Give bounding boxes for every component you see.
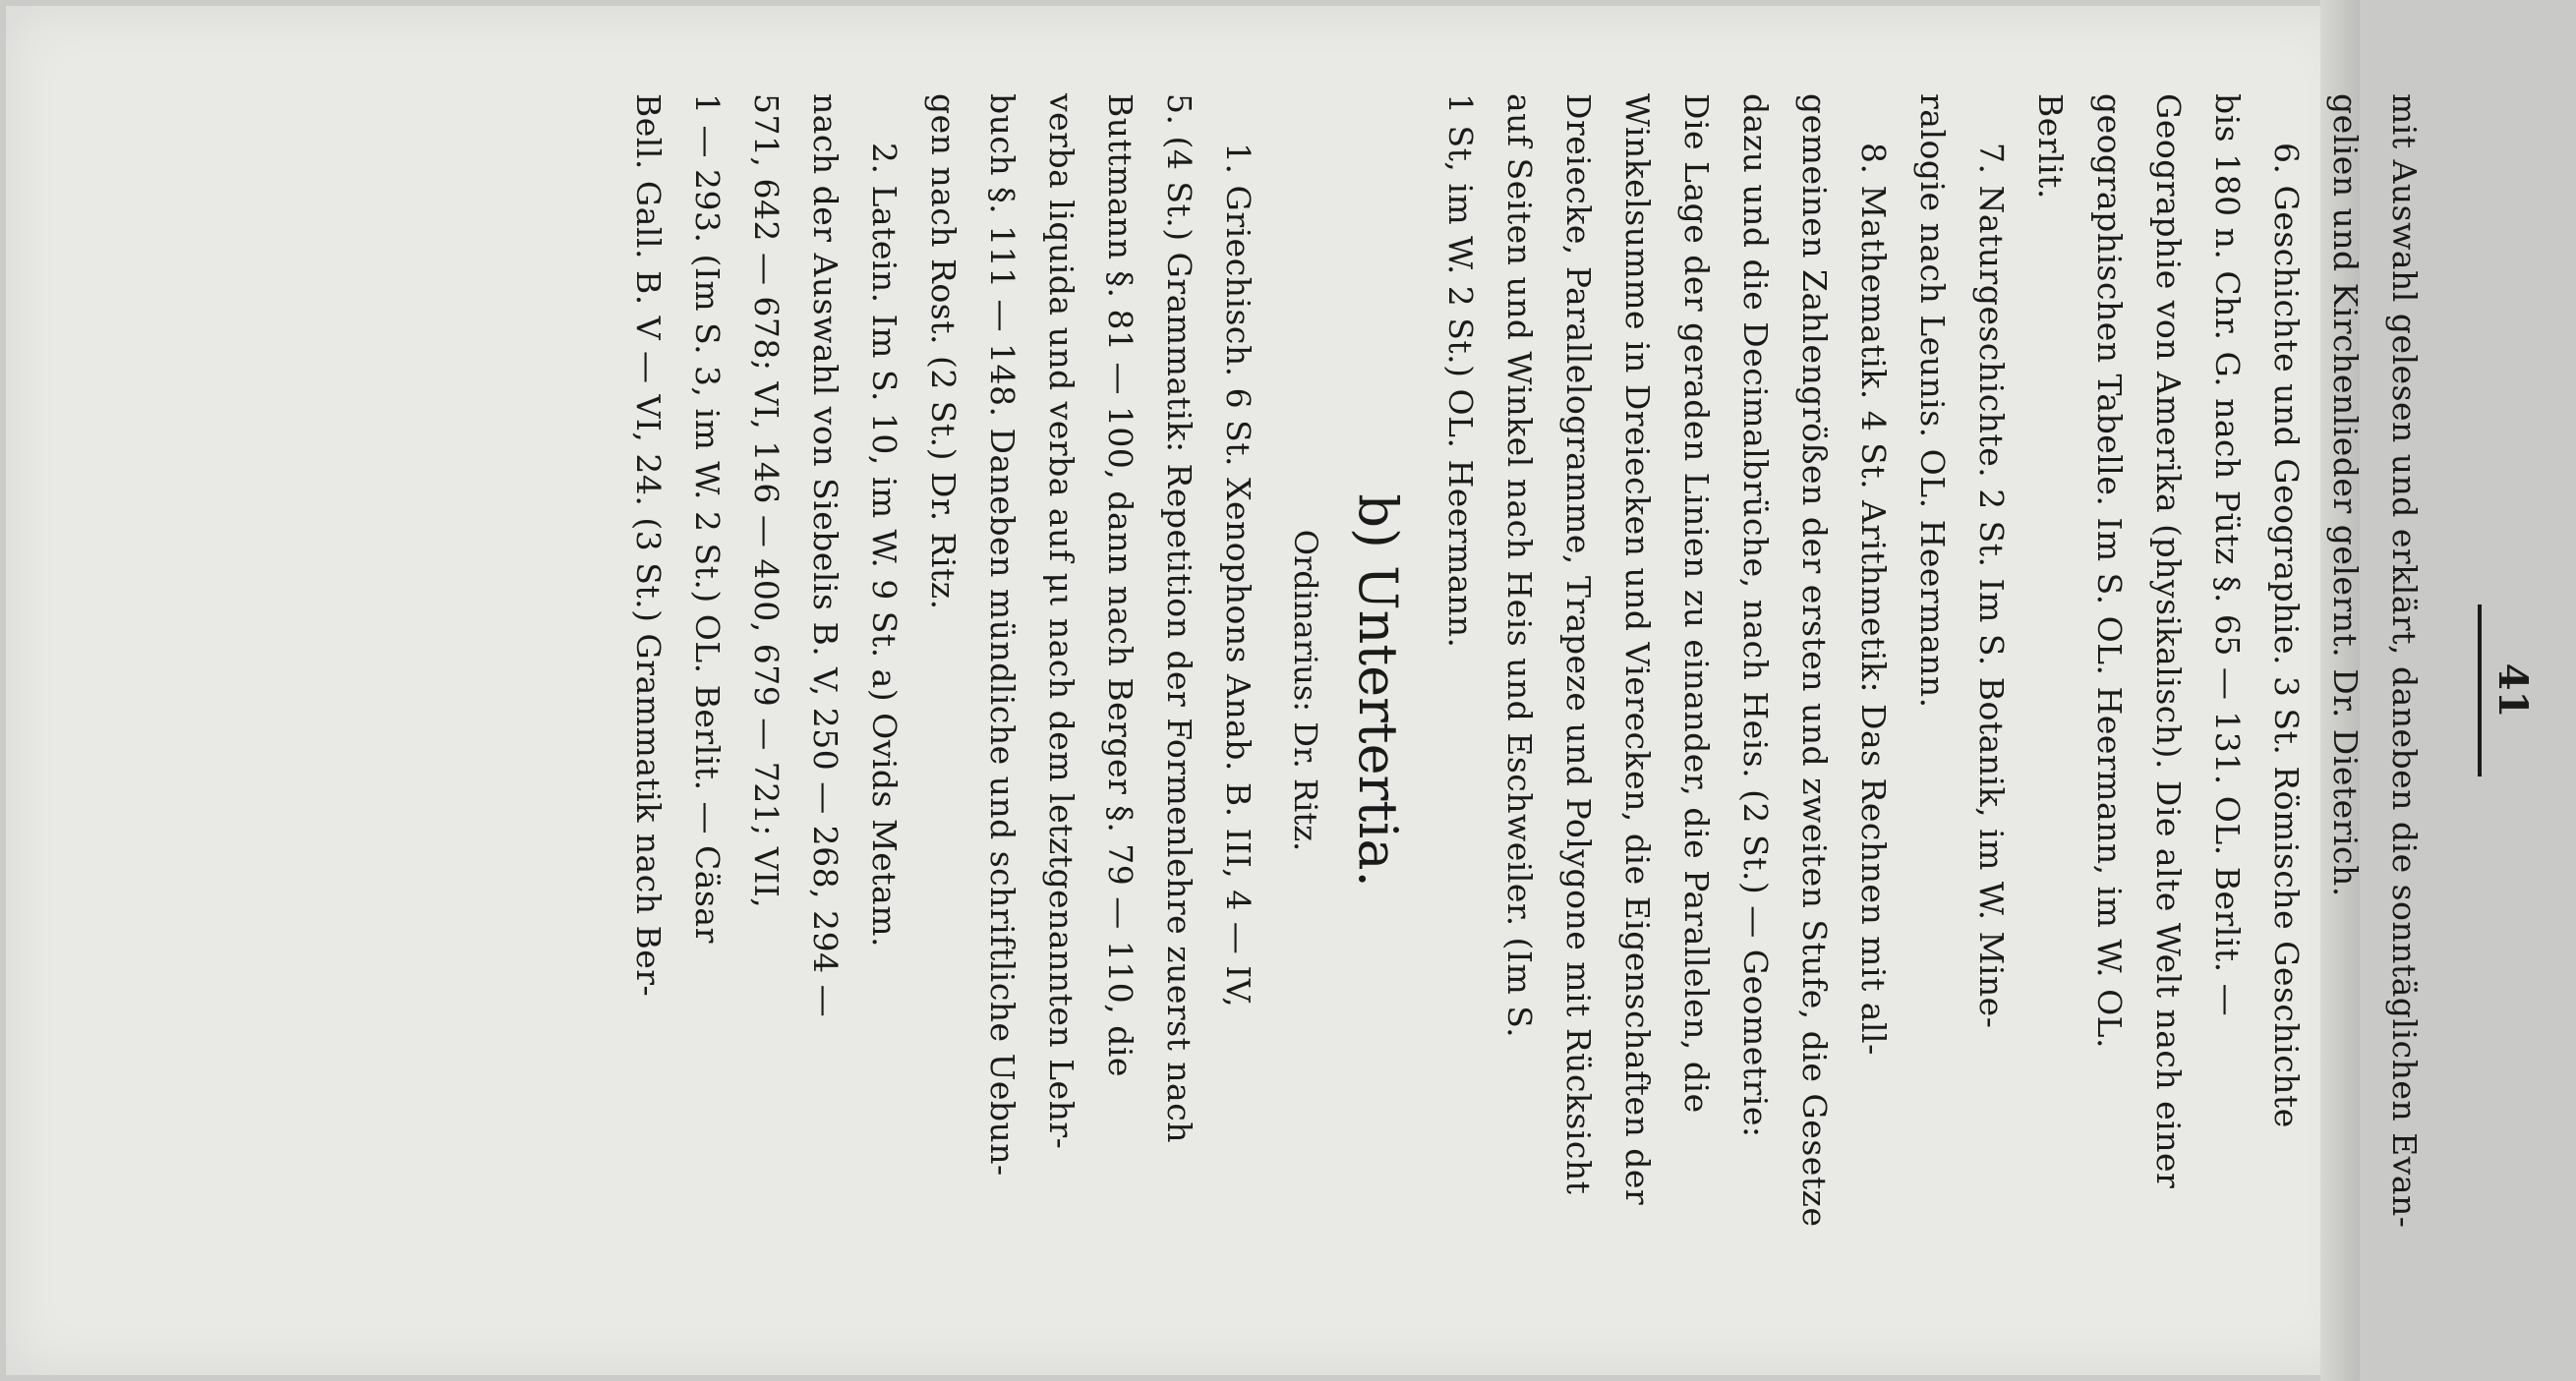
text-line: 1. Griechisch. 6 St. Xenophons Anab. B. III, 4 — IV,: [1219, 143, 1258, 1008]
text-line: buch §. 111 — 148. Daneben mündliche und schriftliche Uebun-: [983, 93, 1022, 1177]
text-line: Dreiecke, Parallelogramme, Trapeze und Polygone mit Rücksicht: [1559, 93, 1598, 1195]
text-line: gen nach Rost. (2 St.) Dr. Ritz.: [924, 93, 963, 610]
text-line: 1 St, im W. 2 St.) OL. Heermann.: [1441, 93, 1480, 649]
text-line: 1 — 293. (Im S. 3, im W. 2 St.) OL. Berlit. — Cäsar: [688, 93, 727, 944]
rotated-page: [216, 0, 2576, 1381]
text-line: gemeinen Zahlengrößen der ersten und zweiten Stufe, die Gesetze: [1795, 93, 1834, 1228]
text-line: gelien und Kirchenlieder gelernt. Dr. Dieterich.: [2326, 93, 2365, 897]
text-line: mit Auswahl gelesen und erklärt, daneben die sonntäglichen Evan-: [2385, 93, 2424, 1229]
text-line: 571, 642 — 678; VI, 146 — 400, 679 — 721; VII,: [747, 93, 786, 909]
text-line: Geographie von Amerika (physikalisch). Die alte Welt nach einer: [2149, 93, 2188, 1189]
text-line: verba liquida und verba auf μι nach dem letztgenannten Lehr-: [1042, 93, 1081, 1150]
item-8-mathematik: [1431, 93, 1903, 1288]
text-line: 7. Naturgeschichte. 2 St. Im S. Botanik, im W. Mine-: [1972, 143, 2011, 1029]
page-header: [2473, 93, 2542, 1288]
text-line: Winkelsumme in Dreiecken und Vierecken, die Eigenschaften der: [1618, 93, 1657, 1206]
text-line: Berlit.: [2031, 93, 2070, 200]
text-line: Die Lage der geraden Linien zu einander, die Parallelen, die: [1677, 93, 1716, 1114]
text-line: bis 180 n. Chr. G. nach Pütz §. 65 — 131. OL. Berlit. —: [2208, 93, 2247, 1017]
section-title: b) Untertertia.: [1347, 493, 1409, 888]
text-line: 6. Geschichte und Geographie. 3 St. Römische Geschichte: [2267, 143, 2306, 1128]
top-paragraph: [2315, 93, 2433, 1288]
text-line: 5. (4 St.) Grammatik: Repetition der Formenlehre zuerst nach: [1160, 93, 1199, 1143]
item-7-naturgeschichte: [1903, 93, 2020, 1288]
text-line: 2. Latein. Im S. 10, im W. 9 St. a) Ovids Metam.: [865, 143, 904, 949]
item-2-latein: [618, 93, 913, 1288]
text-line: ralogie nach Leunis. OL. Heermann.: [1913, 93, 1952, 709]
text-line: Bell. Gall. B. V — VI, 24. (3 St.) Grammatik nach Ber-: [629, 93, 668, 998]
page-content: [618, 93, 2542, 1288]
text-line: 8. Mathematik. 4 St. Arithmetik: Das Rechnen mit all-: [1854, 143, 1893, 1056]
text-line: Buttmann §. 81 — 100, dann nach Berger §. 79 — 110, die: [1101, 93, 1140, 1077]
text-line: nach der Auswahl von Siebelis B. V, 250 — 268, 294 —: [806, 93, 845, 1018]
item-1-griechisch: [913, 93, 1267, 1288]
section-ordinarius: Ordinarius: Dr. Ritz.: [1287, 529, 1324, 852]
text-line: geographischen Tabelle. Im S. OL. Heermann, im W. OL.: [2090, 93, 2129, 1050]
text-line: auf Seiten und Winkel nach Heis und Eschweiler. (Im S.: [1500, 93, 1539, 1039]
page-number: 41: [2479, 604, 2537, 777]
text-line: dazu und die Decimalbrüche, nach Heis. (2 St.) — Geometrie:: [1736, 93, 1775, 1138]
item-6-geschichte: [2020, 93, 2315, 1288]
